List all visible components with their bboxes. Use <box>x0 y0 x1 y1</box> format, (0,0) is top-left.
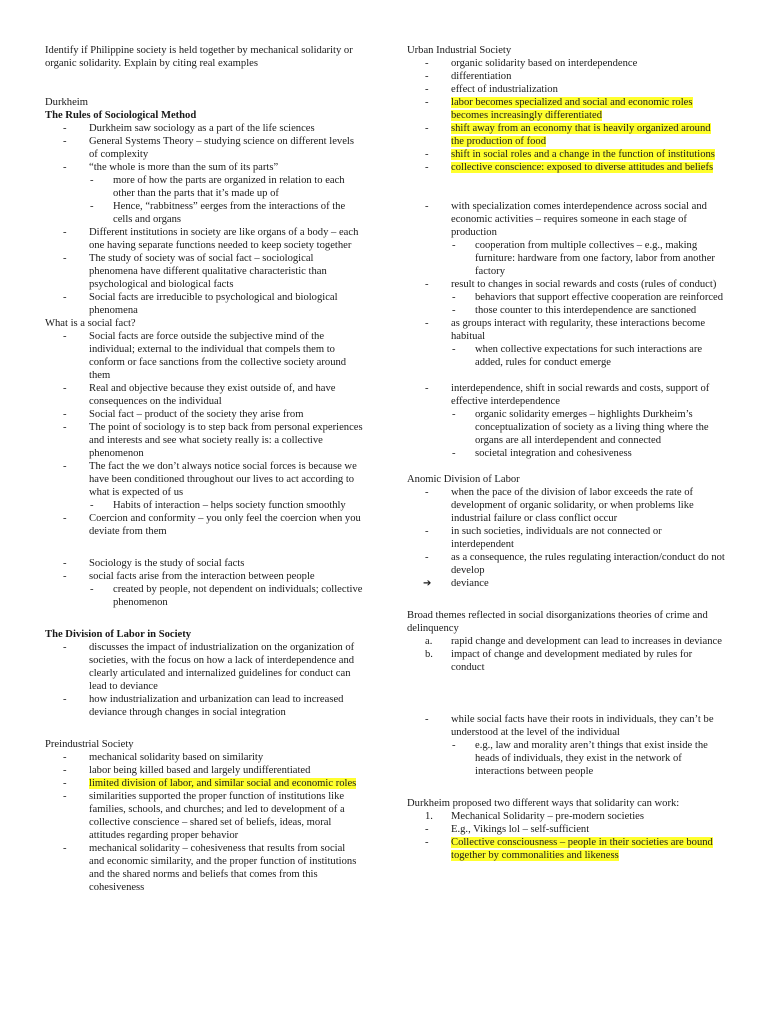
list-marker: b. <box>425 649 433 660</box>
list-item: - Sociology is the study of social facts <box>45 557 363 570</box>
rules-list <box>45 122 363 317</box>
intro-question: Identify if Philippine society is held together by mechanical solidarity or organic solidarity. Explain by citing real examples <box>45 45 353 69</box>
list-item: - cooperation from multiple collectives – e.g., making furniture: hardware from one factory, labor from another factory <box>407 239 725 278</box>
list-item <box>407 577 725 590</box>
list-item: - created by people, not dependent on individuals; collective phenomenon <box>45 583 363 609</box>
preindustrial-heading: Preindustrial Society <box>45 739 134 750</box>
list-item: - those counter to this interdependence are sanctioned <box>407 304 725 317</box>
proposed-heading: Durkheim proposed two different ways that solidarity can work: <box>407 798 680 809</box>
list-item: - when the pace of the division of labor exceeds the rate of development of organic solidarity, or when problems like industrial failure or class conflict occur <box>407 486 725 525</box>
list-item: - organic solidarity emerges – highlights Durkheim’s conceptualization of society as a living thing where the organs are all interdependent and connected <box>407 408 725 447</box>
list-item: - interdependence, shift in social rewards and costs, support of effective interdependence <box>407 382 725 408</box>
list-item: - more of how the parts are organized in relation to each other than the parts that it’s made up of <box>45 174 363 200</box>
list-item <box>407 148 725 161</box>
highlighted-text: collective conscience: exposed to diverse attitudes and beliefs <box>451 162 714 173</box>
list-text: rapid change and development can lead to increases in deviance <box>451 636 722 647</box>
list-item: - Real and objective because they exist outside of, and have consequences on the individual <box>45 382 363 408</box>
list-item: - Coercion and conformity – you only feel the coercion when you deviate from them <box>45 512 363 538</box>
list-item <box>407 810 725 823</box>
social-fact-list <box>45 330 363 538</box>
list-item <box>407 161 725 174</box>
rules-heading: The Rules of Sociological Method <box>45 110 197 121</box>
highlighted-text: labor becomes specialized and social and economic roles becomes increasingly differentiated <box>451 97 693 121</box>
list-item: - E.g., Vikings lol – self-sufficient <box>407 823 725 836</box>
anomic-heading: Anomic Division of Labor <box>407 474 520 485</box>
list-item: - “the whole is more than the sum of its parts” <box>45 161 363 174</box>
list-item: - in such societies, individuals are not connected or interdependent <box>407 525 725 551</box>
broad-themes-heading: Broad themes reflected in social disorganizations theories of crime and delinquency <box>407 610 708 634</box>
list-item: - organic solidarity based on interdependence <box>407 57 725 70</box>
list-item: - differentiation <box>407 70 725 83</box>
list-item: - how industrialization and urbanization can lead to increased deviance through changes in social integration <box>45 693 363 719</box>
social-fact-question: What is a social fact? <box>45 318 136 329</box>
list-item: - Durkheim saw sociology as a part of the life sciences <box>45 122 363 135</box>
list-item <box>407 648 725 674</box>
list-item: - The study of society was of social fact – sociological phenomena have different qualitative characteristic than psychological and biological facts <box>45 252 363 291</box>
list-item: - discusses the impact of industrialization on the organization of societies, with the focus on how a lack of interdependence and clearly articulated and internalized guidelines for conduct can lead to deviance <box>45 641 363 693</box>
highlighted-text: limited division of labor, and similar social and economic roles <box>89 778 357 789</box>
list-item: - behaviors that support effective cooperation are reinforced <box>407 291 725 304</box>
solidarity-list <box>407 810 725 862</box>
list-marker: 1. <box>425 811 433 822</box>
right-column <box>407 44 725 862</box>
anomic-list <box>407 486 725 590</box>
specialization-list <box>407 200 725 369</box>
list-item <box>407 635 725 648</box>
list-item: - mechanical solidarity based on similarity <box>45 751 363 764</box>
list-item <box>45 777 363 790</box>
roots-list <box>407 713 725 778</box>
list-item <box>407 96 725 122</box>
broad-themes-list <box>407 635 725 674</box>
list-item: - Social facts are force outside the subjective mind of the individual; external to the individual that compels them to conform or face sanctions from the collective society around them <box>45 330 363 382</box>
list-item: - mechanical solidarity – cohesiveness that results from social and economic similarity, and the proper function of institutions and the shared norms and beliefs that comes from this cohesiveness <box>45 842 363 894</box>
list-item <box>407 122 725 148</box>
arrow-right-icon: ➔ <box>423 578 432 589</box>
list-item: - Social facts are irreducible to psychological and biological phenomena <box>45 291 363 317</box>
preindustrial-list <box>45 751 363 894</box>
list-item: - labor being killed based and largely undifferentiated <box>45 764 363 777</box>
list-item: - Different institutions in society are like organs of a body – each one having separate functions needed to keep society together <box>45 226 363 252</box>
list-item: - social facts arise from the interaction between people <box>45 570 363 583</box>
list-item: - Hence, “rabbitness” eerges from the interactions of the cells and organs <box>45 200 363 226</box>
list-item: - General Systems Theory – studying science on different levels of complexity <box>45 135 363 161</box>
highlighted-text: Collective consciousness – people in their societies are bound together by commonalities and likeness <box>451 837 713 861</box>
list-item: - result to changes in social rewards and costs (rules of conduct) <box>407 278 725 291</box>
list-item: - while social facts have their roots in individuals, they can’t be understood at the level of the individual <box>407 713 725 739</box>
interdependence-list <box>407 382 725 460</box>
list-item: - when collective expectations for such interactions are added, rules for conduct emerge <box>407 343 725 369</box>
list-marker: a. <box>425 636 433 647</box>
list-item: - Social fact – product of the society they arise from <box>45 408 363 421</box>
list-item: - e.g., law and morality aren’t things that exist inside the heads of individuals, they exist in the network of interactions between people <box>407 739 725 778</box>
list-item: - as groups interact with regularity, these interactions become habitual <box>407 317 725 343</box>
urban-heading: Urban Industrial Society <box>407 45 512 56</box>
list-item: - societal integration and cohesiveness <box>407 447 725 460</box>
list-item: - effect of industrialization <box>407 83 725 96</box>
list-text: Mechanical Solidarity – pre-modern societies <box>451 811 644 822</box>
division-heading: The Division of Labor in Society <box>45 629 192 640</box>
list-text: impact of change and development mediated by rules for conduct <box>451 649 693 673</box>
highlighted-text: shift away from an economy that is heavily organized around the production of food <box>451 123 711 147</box>
deviance-text: deviance <box>451 578 489 589</box>
sociology-list <box>45 557 363 609</box>
urban-list <box>407 57 725 174</box>
list-item: - The point of sociology is to step back from personal experiences and interests and see what society really is: a collective phenomenon <box>45 421 363 460</box>
list-item: - The fact the we don’t always notice social forces is because we have been conditioned throughout our lives to act according to what is expected of us <box>45 460 363 499</box>
durkheim-label: Durkheim <box>45 97 88 108</box>
list-item: - with specialization comes interdependence across social and economic activities – requires someone in each stage of production <box>407 200 725 239</box>
list-item: - as a consequence, the rules regulating interaction/conduct do not develop <box>407 551 725 577</box>
list-item: - Habits of interaction – helps society function smoothly <box>45 499 363 512</box>
list-item <box>407 836 725 862</box>
list-item: - similarities supported the proper function of institutions like families, schools, and churches; and led to development of a collective conscience – shared set of beliefs, ideas, moral attitudes regarding proper behavior <box>45 790 363 842</box>
left-column <box>45 44 363 894</box>
highlighted-text: shift in social roles and a change in the function of institutions <box>451 149 715 160</box>
division-list <box>45 641 363 719</box>
